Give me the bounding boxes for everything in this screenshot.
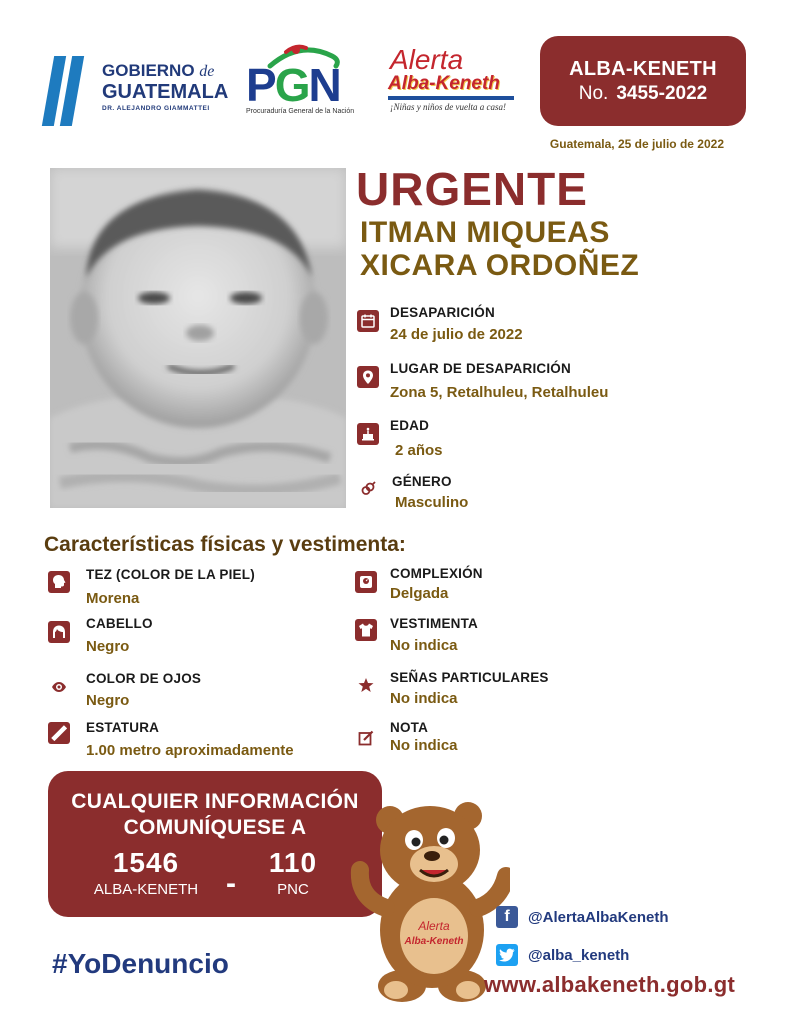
note-label: NOTA [390, 720, 429, 735]
physical-characteristics-title: Características físicas y vestimenta: [44, 533, 406, 556]
birthday-cake-icon [357, 423, 379, 445]
twitter-handle[interactable]: @alba_keneth [528, 946, 630, 964]
disappearance-place-value: Zona 5, Retalhuleu, Retalhuleu [390, 384, 609, 401]
alerta-logo-line1: Alerta [390, 44, 464, 75]
contact-box [48, 771, 382, 917]
facebook-icon[interactable]: f [496, 906, 518, 928]
location-pin-icon [357, 366, 379, 388]
age-label: EDAD [390, 418, 430, 433]
alba-keneth-phone-label: ALBA-KENETH [93, 881, 199, 898]
height-label: ESTATURA [86, 720, 160, 735]
clothing-label: VESTIMENTA [390, 616, 479, 631]
disappearance-place-label: LUGAR DE DESAPARICIÓN [390, 361, 571, 376]
shirt-icon [355, 619, 377, 641]
alba-keneth-phone-number[interactable]: 1546 [112, 847, 180, 878]
hair-icon [48, 621, 70, 643]
pgn-logo [240, 44, 380, 114]
pnc-phone-label: PNC [277, 881, 309, 898]
facebook-handle[interactable]: @AlertaAlbaKeneth [528, 908, 669, 926]
build-value: Delgada [390, 585, 449, 602]
bear-belly-text-1: Alerta [418, 919, 450, 933]
alerta-slogan: ¡Niñas y niños de vuelta a casa! [390, 102, 506, 112]
bear-belly-text-2: Alba-Keneth [404, 936, 464, 947]
scale-icon [355, 571, 377, 593]
hair-label: CABELLO [86, 616, 153, 631]
guatemala-label: GUATEMALA [102, 81, 229, 103]
guatemala-flag-bars-icon [48, 56, 92, 126]
case-number: 3455-2022 [616, 83, 708, 104]
alba-keneth-phone[interactable] [78, 849, 214, 898]
pnc-phone[interactable] [248, 849, 338, 898]
alerta-logo-line2: Alba-Keneth [388, 73, 500, 94]
disappearance-date-value: 24 de julio de 2022 [390, 326, 523, 343]
case-program-label: ALBA-KENETH [569, 58, 717, 80]
pgn-letter-g: G [274, 59, 309, 111]
height-value: 1.00 metro aproximadamente [86, 742, 294, 759]
hashtag: #YoDenuncio [52, 948, 229, 979]
eye-icon [48, 676, 70, 698]
phone-separator: - [226, 867, 236, 900]
clothing-value: No indica [390, 637, 458, 654]
age-value: 2 años [395, 442, 443, 459]
twitter-icon[interactable] [496, 944, 518, 966]
skin-tone-value: Morena [86, 590, 140, 607]
disappearance-date-label: DESAPARICIÓN [390, 305, 495, 320]
gender-value: Masculino [395, 494, 469, 511]
distinctive-marks-value: No indica [390, 690, 458, 707]
alerta-logo-underline [388, 96, 514, 100]
website-link[interactable]: www.albakeneth.gob.gt [484, 972, 736, 997]
bulletin-date: Guatemala, 25 de julio de 2022 [549, 137, 724, 151]
skin-tone-label: TEZ (COLOR DE LA PIEL) [86, 567, 255, 582]
case-no-label: No. [578, 83, 609, 104]
gender-icon [357, 478, 379, 500]
contact-heading-line1: CUALQUIER INFORMACIÓN [71, 790, 359, 813]
gobierno-de-label: de [199, 63, 215, 80]
alerta-alba-keneth-logo [386, 46, 518, 116]
gender-label: GÉNERO [392, 474, 452, 489]
pgn-letter-p: P [246, 59, 275, 111]
pgn-subtitle: Procuraduría General de la Nación [246, 108, 355, 115]
pgn-letter-n: N [308, 59, 340, 111]
twitter-link[interactable] [496, 944, 629, 966]
gobierno-guatemala-logo [102, 62, 228, 113]
eye-color-label: COLOR DE OJOS [86, 671, 202, 686]
build-label: COMPLEXIÓN [390, 566, 483, 581]
note-value: No indica [390, 737, 458, 754]
missing-child-photo [50, 168, 346, 508]
facebook-link[interactable] [496, 906, 669, 928]
pnc-phone-number[interactable]: 110 [268, 847, 318, 878]
contact-heading-line2: COMUNÍQUESE A [123, 816, 307, 840]
note-edit-icon [355, 727, 377, 749]
urgent-heading: URGENTE [356, 163, 588, 215]
hair-value: Negro [86, 638, 130, 655]
distinctive-marks-label: SEÑAS PARTICULARES [390, 670, 549, 685]
case-number-badge [540, 36, 746, 126]
ruler-icon [48, 722, 70, 744]
name-line2: XICARA ORDOÑEZ [360, 249, 640, 282]
missing-child-name [360, 216, 639, 282]
head-profile-icon [48, 571, 70, 593]
president-name-label: DR. ALEJANDRO GIAMMATTEI [102, 105, 210, 112]
name-line1: ITMAN MIQUEAS [360, 216, 610, 249]
calendar-icon [357, 310, 379, 332]
star-icon [355, 674, 377, 696]
gobierno-label: GOBIERNO [102, 61, 195, 80]
eye-color-value: Negro [86, 692, 130, 709]
